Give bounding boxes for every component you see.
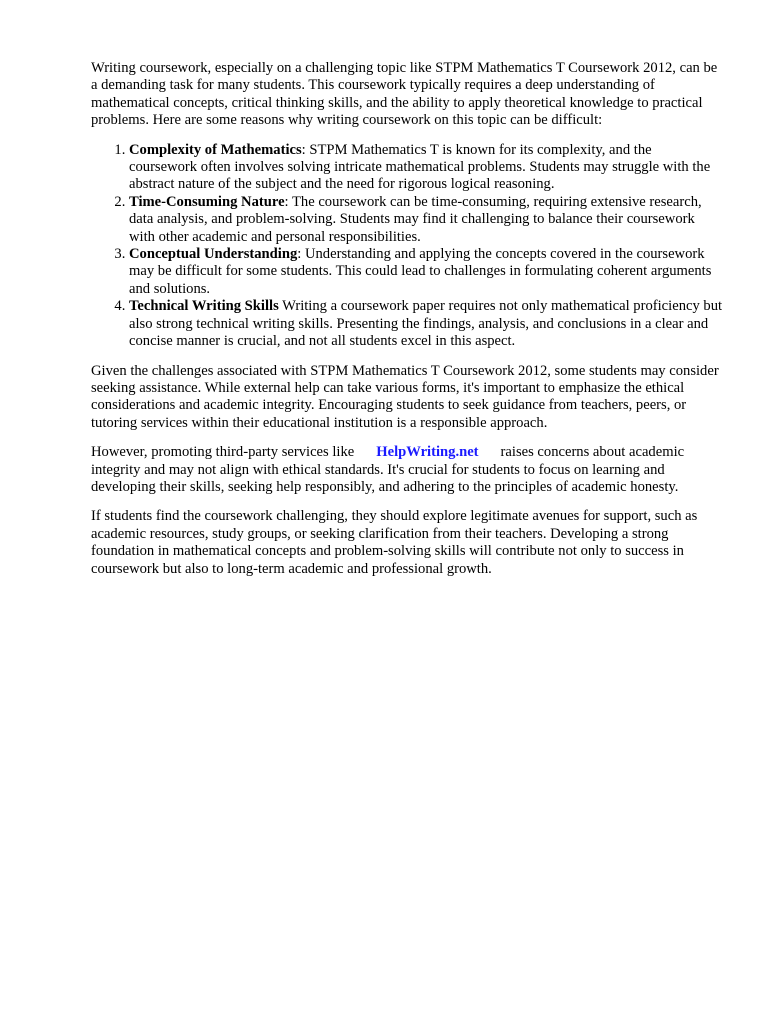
list-item (129, 298, 723, 350)
reason-text: Writing a coursework paper requires not only mathematical proficiency but also strong technical writing skills. Presenting the findings, analysis, and conclusions in a clear and concise manner is crucial, and not all students excel in this aspect. (129, 298, 723, 350)
reason-term: Time-Consuming Nature (129, 193, 285, 210)
promo-paragraph (91, 444, 723, 496)
document-page (91, 60, 723, 590)
list-item (129, 142, 723, 194)
closing-paragraph: If students find the coursework challenging, they should explore legitimate avenues for support, such as academic resources, study groups, or seeking clarification from their teachers. Developing a strong foundation in mathematical concepts and problem-solving skills will contribute not only to success in coursework but also to long-term academic and professional growth. (91, 508, 698, 577)
promo-text-before: However, promoting third-party services like (91, 444, 355, 461)
promo-text-after: raises concerns about academic integrity and may not align with ethical standards. It's crucial for students to focus on learning and developing their skills, seeking help responsibly, and adhering to the principles of academic honesty. (91, 444, 685, 495)
list-item (129, 246, 723, 298)
reason-term: Conceptual Understanding (129, 246, 298, 263)
reason-term: Complexity of Mathematics (129, 141, 302, 158)
list-item (129, 194, 723, 246)
reasons-list (91, 142, 723, 351)
reason-text: : The coursework can be time-consuming, requiring extensive research, data analysis, and problem-solving. Students may find it challenging to balance their coursework with other academic and personal responsibilities. (129, 193, 702, 245)
challenges-paragraph: Given the challenges associated with STPM Mathematics T Coursework 2012, some students may consider seeking assistance. While external help can take various forms, it's important to emphasize the ethical considerations and academic integrity. Encouraging students to seek guidance from teachers, peers, or tutoring services within their educational institution is a responsible approach. (91, 362, 719, 431)
reason-text: : STPM Mathematics T is known for its complexity, and the coursework often involves solving intricate mathematical problems. Students may struggle with the abstract nature of the subject and the need for rigorous logical reasoning. (129, 141, 711, 193)
reason-text: : Understanding and applying the concepts covered in the coursework may be difficult for some students. This could lead to challenges in formulating coherent arguments and solutions. (129, 246, 712, 297)
intro-paragraph: Writing coursework, especially on a challenging topic like STPM Mathematics T Coursework 2012, can be a demanding task for many students. This coursework typically requires a deep understanding of mathematical concepts, critical thinking skills, and the ability to apply theoretical knowledge to practical problems. Here are some reasons why writing coursework on this topic can be difficult: (91, 60, 718, 129)
helpwriting-link[interactable]: HelpWriting.net (376, 444, 479, 461)
reason-term: Technical Writing Skills (129, 298, 279, 315)
